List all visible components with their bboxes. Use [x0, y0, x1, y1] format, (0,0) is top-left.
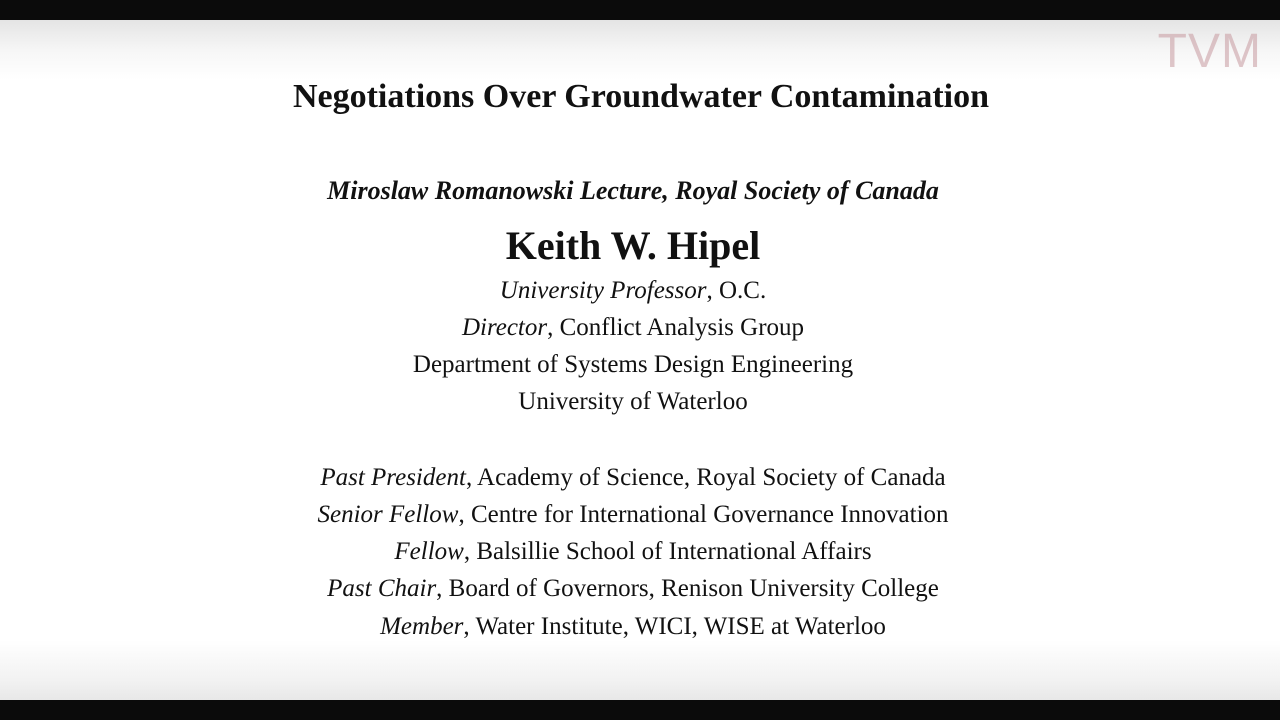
role-text: , Balsillie School of International Affairs: [463, 538, 872, 565]
slide: [0, 20, 1280, 700]
speaker-name: Keith W. Hipel: [505, 223, 761, 268]
affiliation-text: , O.C.: [706, 277, 767, 304]
role-text: , Academy of Science, Royal Society of Canada: [465, 464, 946, 491]
role-title: Member: [380, 613, 464, 640]
role-text: , Board of Governors, Renison University College: [436, 575, 939, 602]
slide-title: Negotiations Over Groundwater Contamination: [292, 78, 990, 115]
role-title: Past President: [320, 464, 466, 491]
affiliation-line: [0, 314, 1266, 342]
role-line: [0, 575, 1266, 603]
affiliation-text: University of Waterloo: [518, 388, 748, 415]
role-line: [0, 501, 1266, 529]
role-title: Senior Fellow: [317, 501, 459, 528]
letterbox-bottom: [0, 700, 1280, 720]
affiliation-text: Department of Systems Design Engineering: [412, 351, 854, 378]
tvm-logo: TVM: [1157, 25, 1262, 78]
affiliation-role: University Professor: [499, 277, 707, 304]
role-title: Fellow: [394, 538, 464, 565]
role-line: [0, 538, 1266, 566]
lecture-subtitle: Miroslaw Romanowski Lecture, Royal Society of Canada: [327, 176, 939, 205]
role-text: , Water Institute, WICI, WISE at Waterloo: [463, 613, 886, 640]
affiliation-text: , Conflict Analysis Group: [547, 314, 805, 341]
role-text: , Centre for International Governance Innovation: [458, 501, 949, 528]
role-line: [0, 613, 1266, 641]
affiliation-role: Director: [461, 314, 548, 341]
role-line: [0, 464, 1266, 492]
affiliation-line: [0, 351, 1266, 379]
affiliation-line: [0, 388, 1266, 416]
letterbox-top: [0, 0, 1280, 20]
affiliation-line: [0, 277, 1266, 305]
role-title: Past Chair: [327, 575, 437, 602]
